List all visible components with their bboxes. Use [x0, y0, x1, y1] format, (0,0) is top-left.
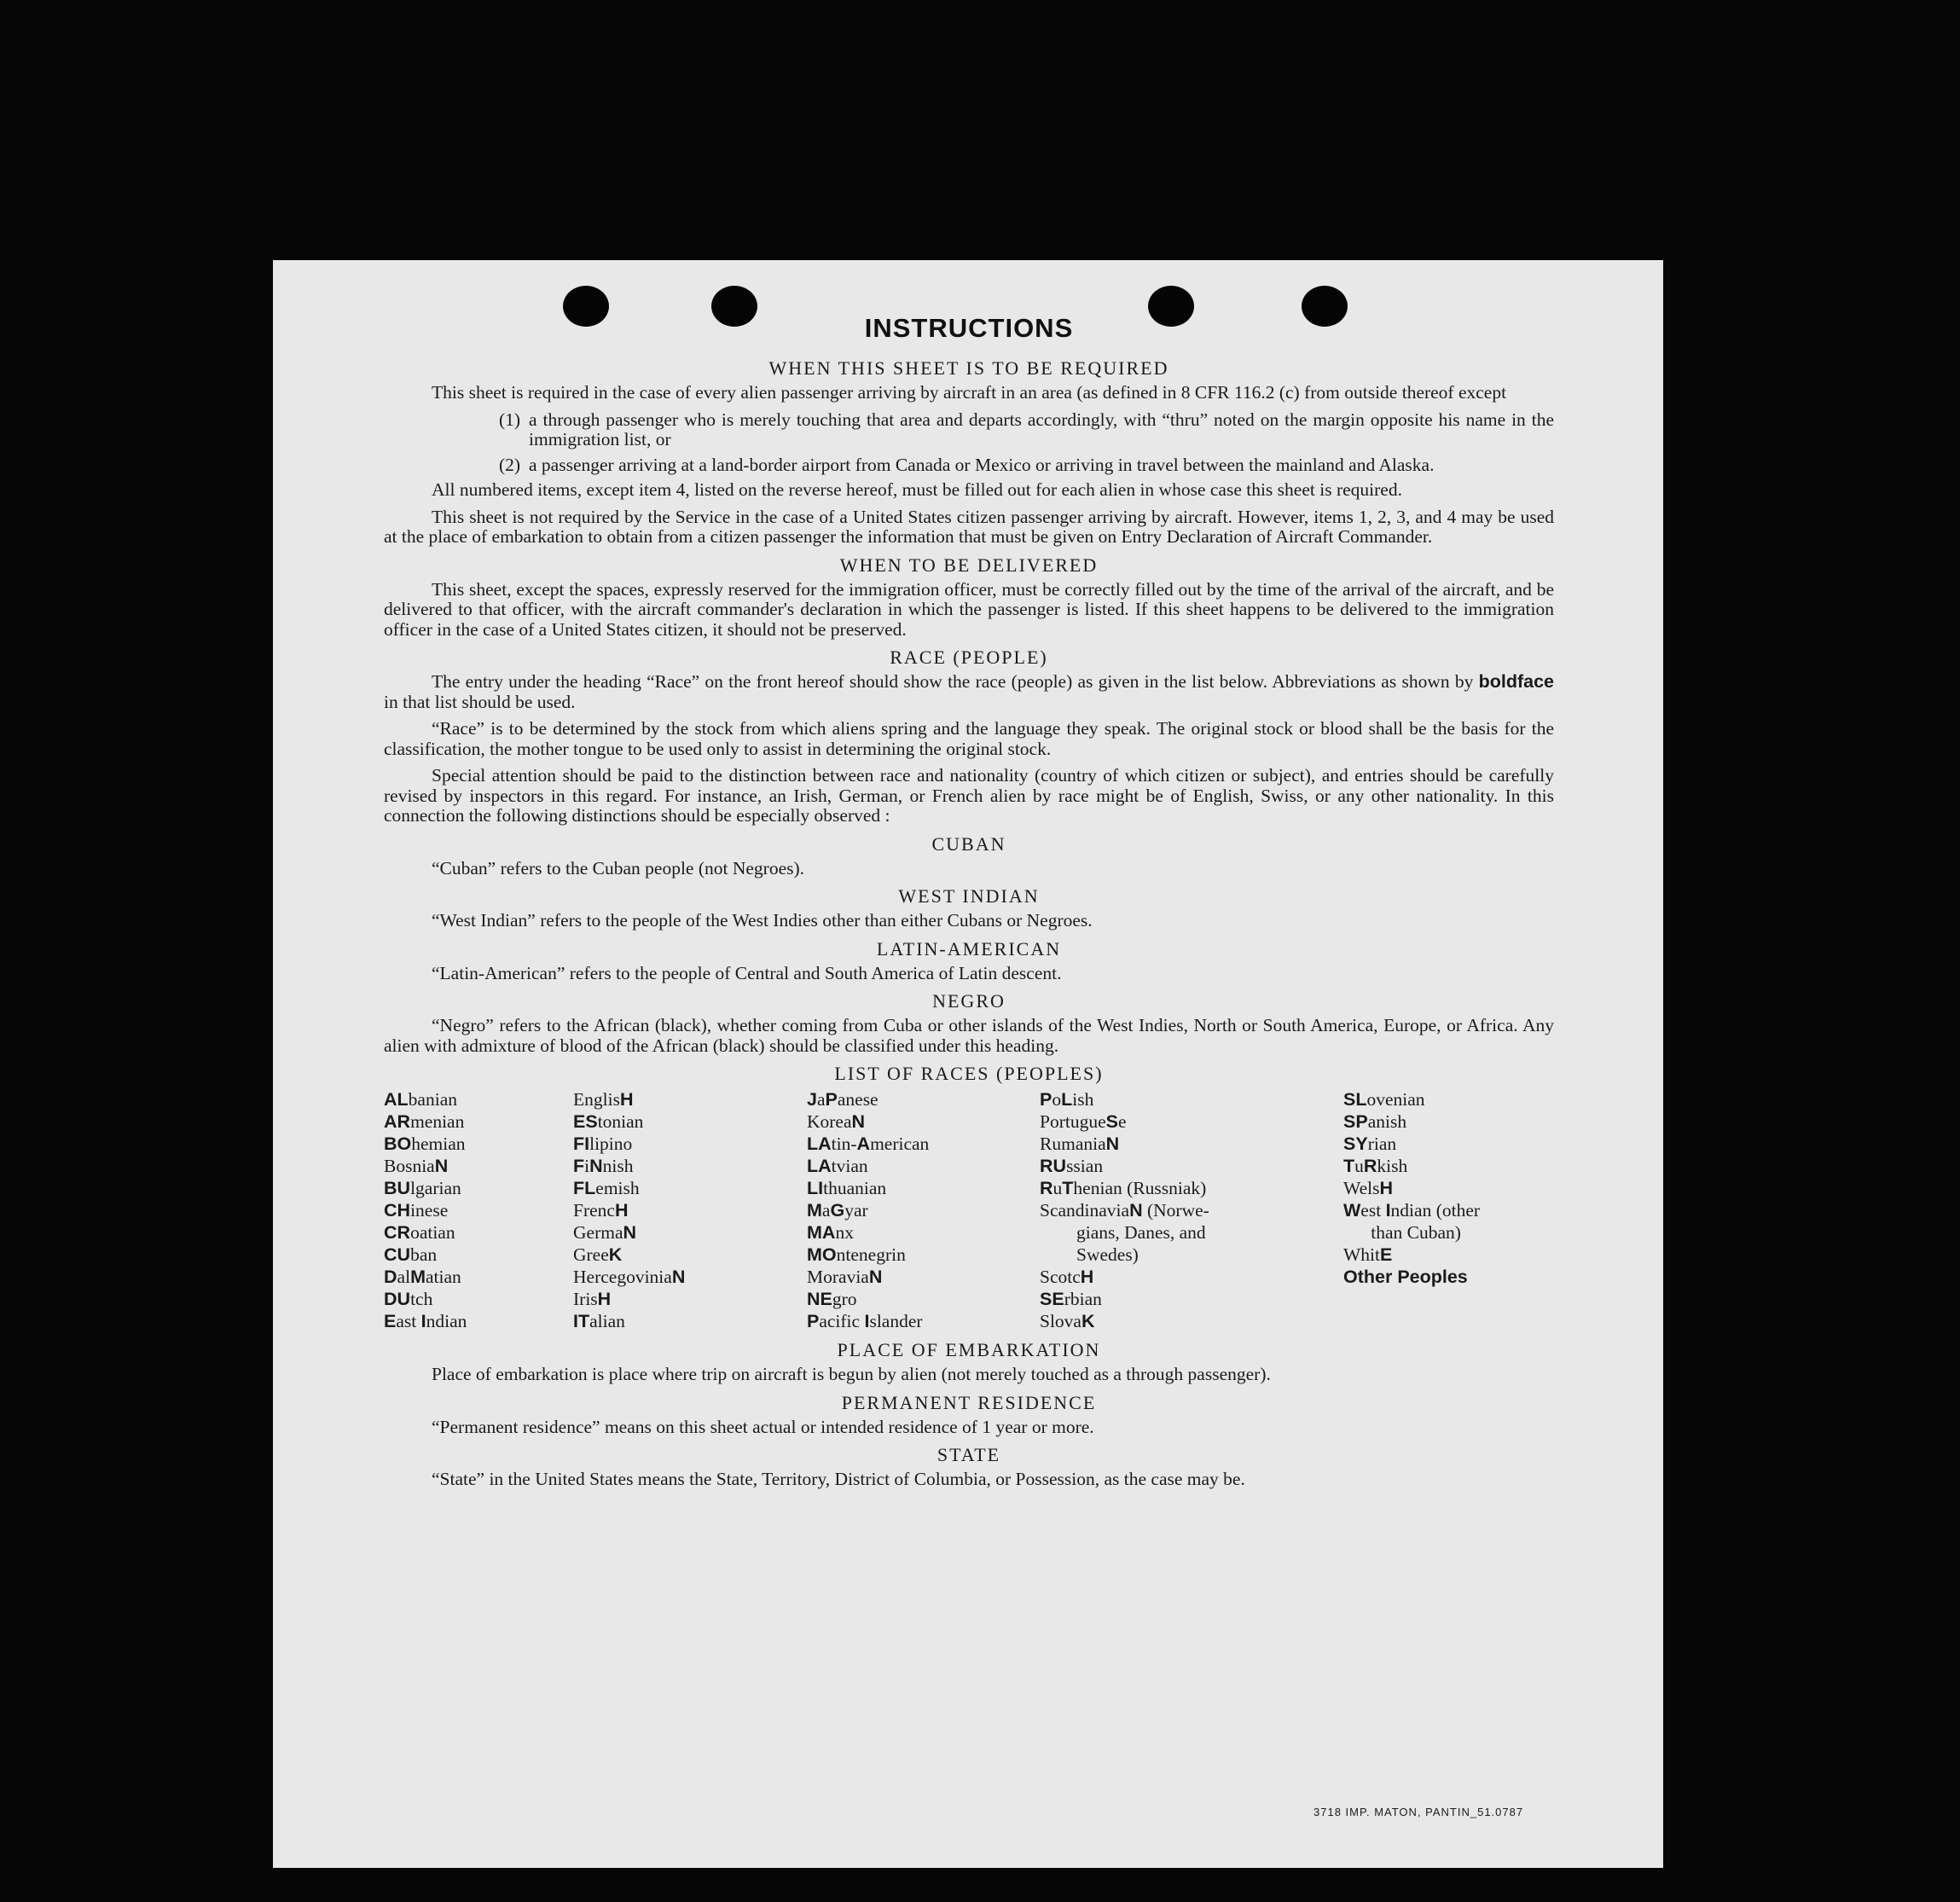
race-entry: CHinese [384, 1200, 449, 1221]
race-entry: ARmenian [384, 1111, 465, 1132]
race-entry: BUlgarian [384, 1178, 461, 1198]
race-entry: SLovenian [1343, 1089, 1425, 1110]
heading-state: STATE [937, 1444, 1001, 1465]
document-body [384, 313, 1554, 1497]
race-entry: West Indian (other [1343, 1200, 1481, 1221]
race-entry: LIthuanian [807, 1178, 887, 1198]
paragraph [384, 672, 1554, 712]
race-entry: WhitE [1343, 1244, 1393, 1265]
heading-place-of-embarkation: PLACE OF EMBARKATION [837, 1339, 1101, 1360]
race-entry: KoreaN [807, 1111, 866, 1132]
paragraph: “State” in the United States means the State, Territory, District of Columbia, or Possession, as the case may be. [432, 1469, 1245, 1489]
paragraph: Special attention should be paid to the distinction between race and nationality (country of which citizen or subject), and entries should be carefully revised by inspectors in this regard. For instance, an Irish, German, or French alien by race might be of English, Swiss, or any other nationality. In this connection the following distinctions should be especially observed : [384, 765, 1554, 826]
race-entry: DUtch [384, 1289, 433, 1309]
race-entry: CRoatian [384, 1222, 455, 1243]
race-entry: EStonian [573, 1111, 644, 1132]
race-entry: PoLish [1040, 1089, 1094, 1110]
race-entry: East Indian [384, 1311, 467, 1331]
paragraph: This sheet is required in the case of every alien passenger arriving by aircraft in an area (as defined in 8 CFR 116.2 (c) from outside thereof except [432, 382, 1507, 403]
race-entry: DalMatian [384, 1267, 461, 1287]
race-entry: LAtin-American [807, 1134, 930, 1154]
race-entry: JaPanese [807, 1089, 879, 1110]
heading-negro: NEGRO [932, 990, 1006, 1012]
race-entry: IrisH [573, 1289, 612, 1309]
race-entry: FiNnish [573, 1156, 634, 1176]
instruction-sheet [273, 260, 1663, 1868]
paragraph: “Permanent residence” means on this sheet actual or intended residence of 1 year or more. [432, 1416, 1094, 1437]
text-span: The entry under the heading “Race” on the front hereof should show the race (people) as given in the list below. Abbreviations as shown by [432, 671, 1474, 692]
races-column [573, 1088, 807, 1332]
race-entry: FLemish [573, 1178, 640, 1198]
race-entry: WelsH [1343, 1178, 1393, 1198]
race-entry: FrencH [573, 1200, 629, 1221]
printer-imprint: 3718 IMP. MATON, PANTIN_51.0787 [1313, 1806, 1524, 1818]
item-text: a passenger arriving at a land-border airport from Canada or Mexico or arriving in travel between the mainland and Alaska. [529, 454, 1435, 475]
paragraph: This sheet is not required by the Service in the case of a United States citizen passenger arriving by aircraft. However, items 1, 2, 3, and 4 may be used at the place of embarkation to obtain from a citizen passenger the information that must be given on Entry Declaration of Aircraft Commander. [384, 506, 1554, 547]
race-entry: ScandinaviaN (Norwe- [1040, 1200, 1209, 1221]
text-span: in that list should be used. [384, 691, 576, 712]
race-entry: MaGyar [807, 1200, 868, 1221]
race-entry: LAtvian [807, 1156, 868, 1176]
heading-cuban: CUBAN [931, 832, 1006, 855]
race-entry: MoraviaN [807, 1267, 883, 1287]
race-entry: than Cuban) [1343, 1222, 1461, 1243]
heading-west-indian: WEST INDIAN [898, 885, 1040, 907]
race-entry: GermaN [573, 1222, 637, 1243]
race-entry: EnglisH [573, 1089, 634, 1110]
item-text: a through passenger who is merely touching that area and departs accordingly, with “thru” noted on the margin opposite his name in the immigration list, or [529, 409, 1554, 449]
race-entry: FIlipino [573, 1134, 633, 1154]
race-entry: BOhemian [384, 1134, 466, 1154]
race-entry: ScotcH [1040, 1267, 1094, 1287]
page-title: INSTRUCTIONS [864, 313, 1074, 343]
race-entry: HercegoviniaN [573, 1267, 686, 1287]
race-entry: RuThenian (Russniak) [1040, 1178, 1207, 1198]
paragraph: “Negro” refers to the African (black), whether coming from Cuba or other islands of the West Indies, North or South America, Europe, or Africa. Any alien with admixture of blood of the African (black) should be classified under this heading. [384, 1015, 1554, 1056]
list-item [499, 410, 1554, 450]
race-entry: PortugueSe [1040, 1111, 1127, 1132]
race-entry: Swedes) [1040, 1244, 1139, 1265]
paragraph: “West Indian” refers to the people of the West Indies other than either Cubans or Negroes. [432, 910, 1093, 931]
item-number: (1) [499, 409, 521, 430]
races-column [1343, 1088, 1554, 1332]
races-column [384, 1088, 573, 1332]
list-item [499, 455, 1554, 476]
heading-latin-american: LATIN-AMERICAN [876, 937, 1062, 960]
races-column [807, 1088, 1040, 1332]
race-entry: gians, Danes, and [1040, 1222, 1206, 1243]
race-entry: SlovaK [1040, 1311, 1095, 1331]
heading-when-required: WHEN THIS SHEET IS TO BE REQUIRED [768, 357, 1169, 379]
race-entry: CUban [384, 1244, 438, 1265]
heading-permanent-residence: PERMANENT RESIDENCE [841, 1391, 1097, 1413]
race-entry: Pacific Islander [807, 1311, 923, 1331]
race-entry: NEgro [807, 1289, 857, 1309]
paragraph: Place of embarkation is place where trip on aircraft is begun by alien (not merely touched as a through passenger). [432, 1364, 1271, 1384]
paragraph: This sheet, except the spaces, expressly reserved for the immigration officer, must be correctly filled out by the time of the arrival of the aircraft, and be delivered to that officer, with the aircraft commander's declaration in which the passenger is listed. If this sheet happens to be delivered to the immigration officer in the case of a United States citizen, it should not be preserved. [384, 578, 1554, 640]
heading-when-delivered: WHEN TO BE DELIVERED [839, 554, 1099, 576]
heading-list-of-races: LIST OF RACES (PEOPLES) [834, 1063, 1104, 1084]
race-entry: TuRkish [1343, 1156, 1408, 1176]
paragraph: “Cuban” refers to the Cuban people (not Negroes). [432, 857, 805, 879]
boldface-word: boldface [1478, 671, 1554, 692]
paragraph: “Latin-American” refers to the people of Central and South America of Latin descent. [432, 962, 1062, 983]
paragraph: “Race” is to be determined by the stock from which aliens spring and the language they speak. The original stock or blood shall be the basis for the classification, the mother tongue to be used only to assist in determining the original stock. [384, 718, 1554, 759]
races-column [1040, 1088, 1343, 1332]
race-entry: RumaniaN [1040, 1134, 1120, 1154]
race-entry: GreeK [573, 1244, 623, 1265]
races-list [384, 1088, 1554, 1332]
race-entry: RUssian [1040, 1156, 1104, 1176]
race-entry: MOntenegrin [807, 1244, 906, 1265]
race-entry: SYrian [1343, 1134, 1397, 1154]
heading-race: RACE (PEOPLE) [890, 647, 1048, 668]
race-entry: ITalian [573, 1311, 625, 1331]
race-entry: BosniaN [384, 1156, 449, 1176]
item-number: (2) [499, 454, 521, 475]
race-entry: SErbian [1040, 1289, 1102, 1309]
race-entry: ALbanian [384, 1089, 457, 1110]
paragraph: All numbered items, except item 4, listed on the reverse hereof, must be filled out for each alien in whose case this sheet is required. [432, 479, 1402, 500]
race-entry: SPanish [1343, 1111, 1407, 1132]
race-entry: Other Peoples [1343, 1267, 1468, 1287]
race-entry: MAnx [807, 1222, 854, 1243]
